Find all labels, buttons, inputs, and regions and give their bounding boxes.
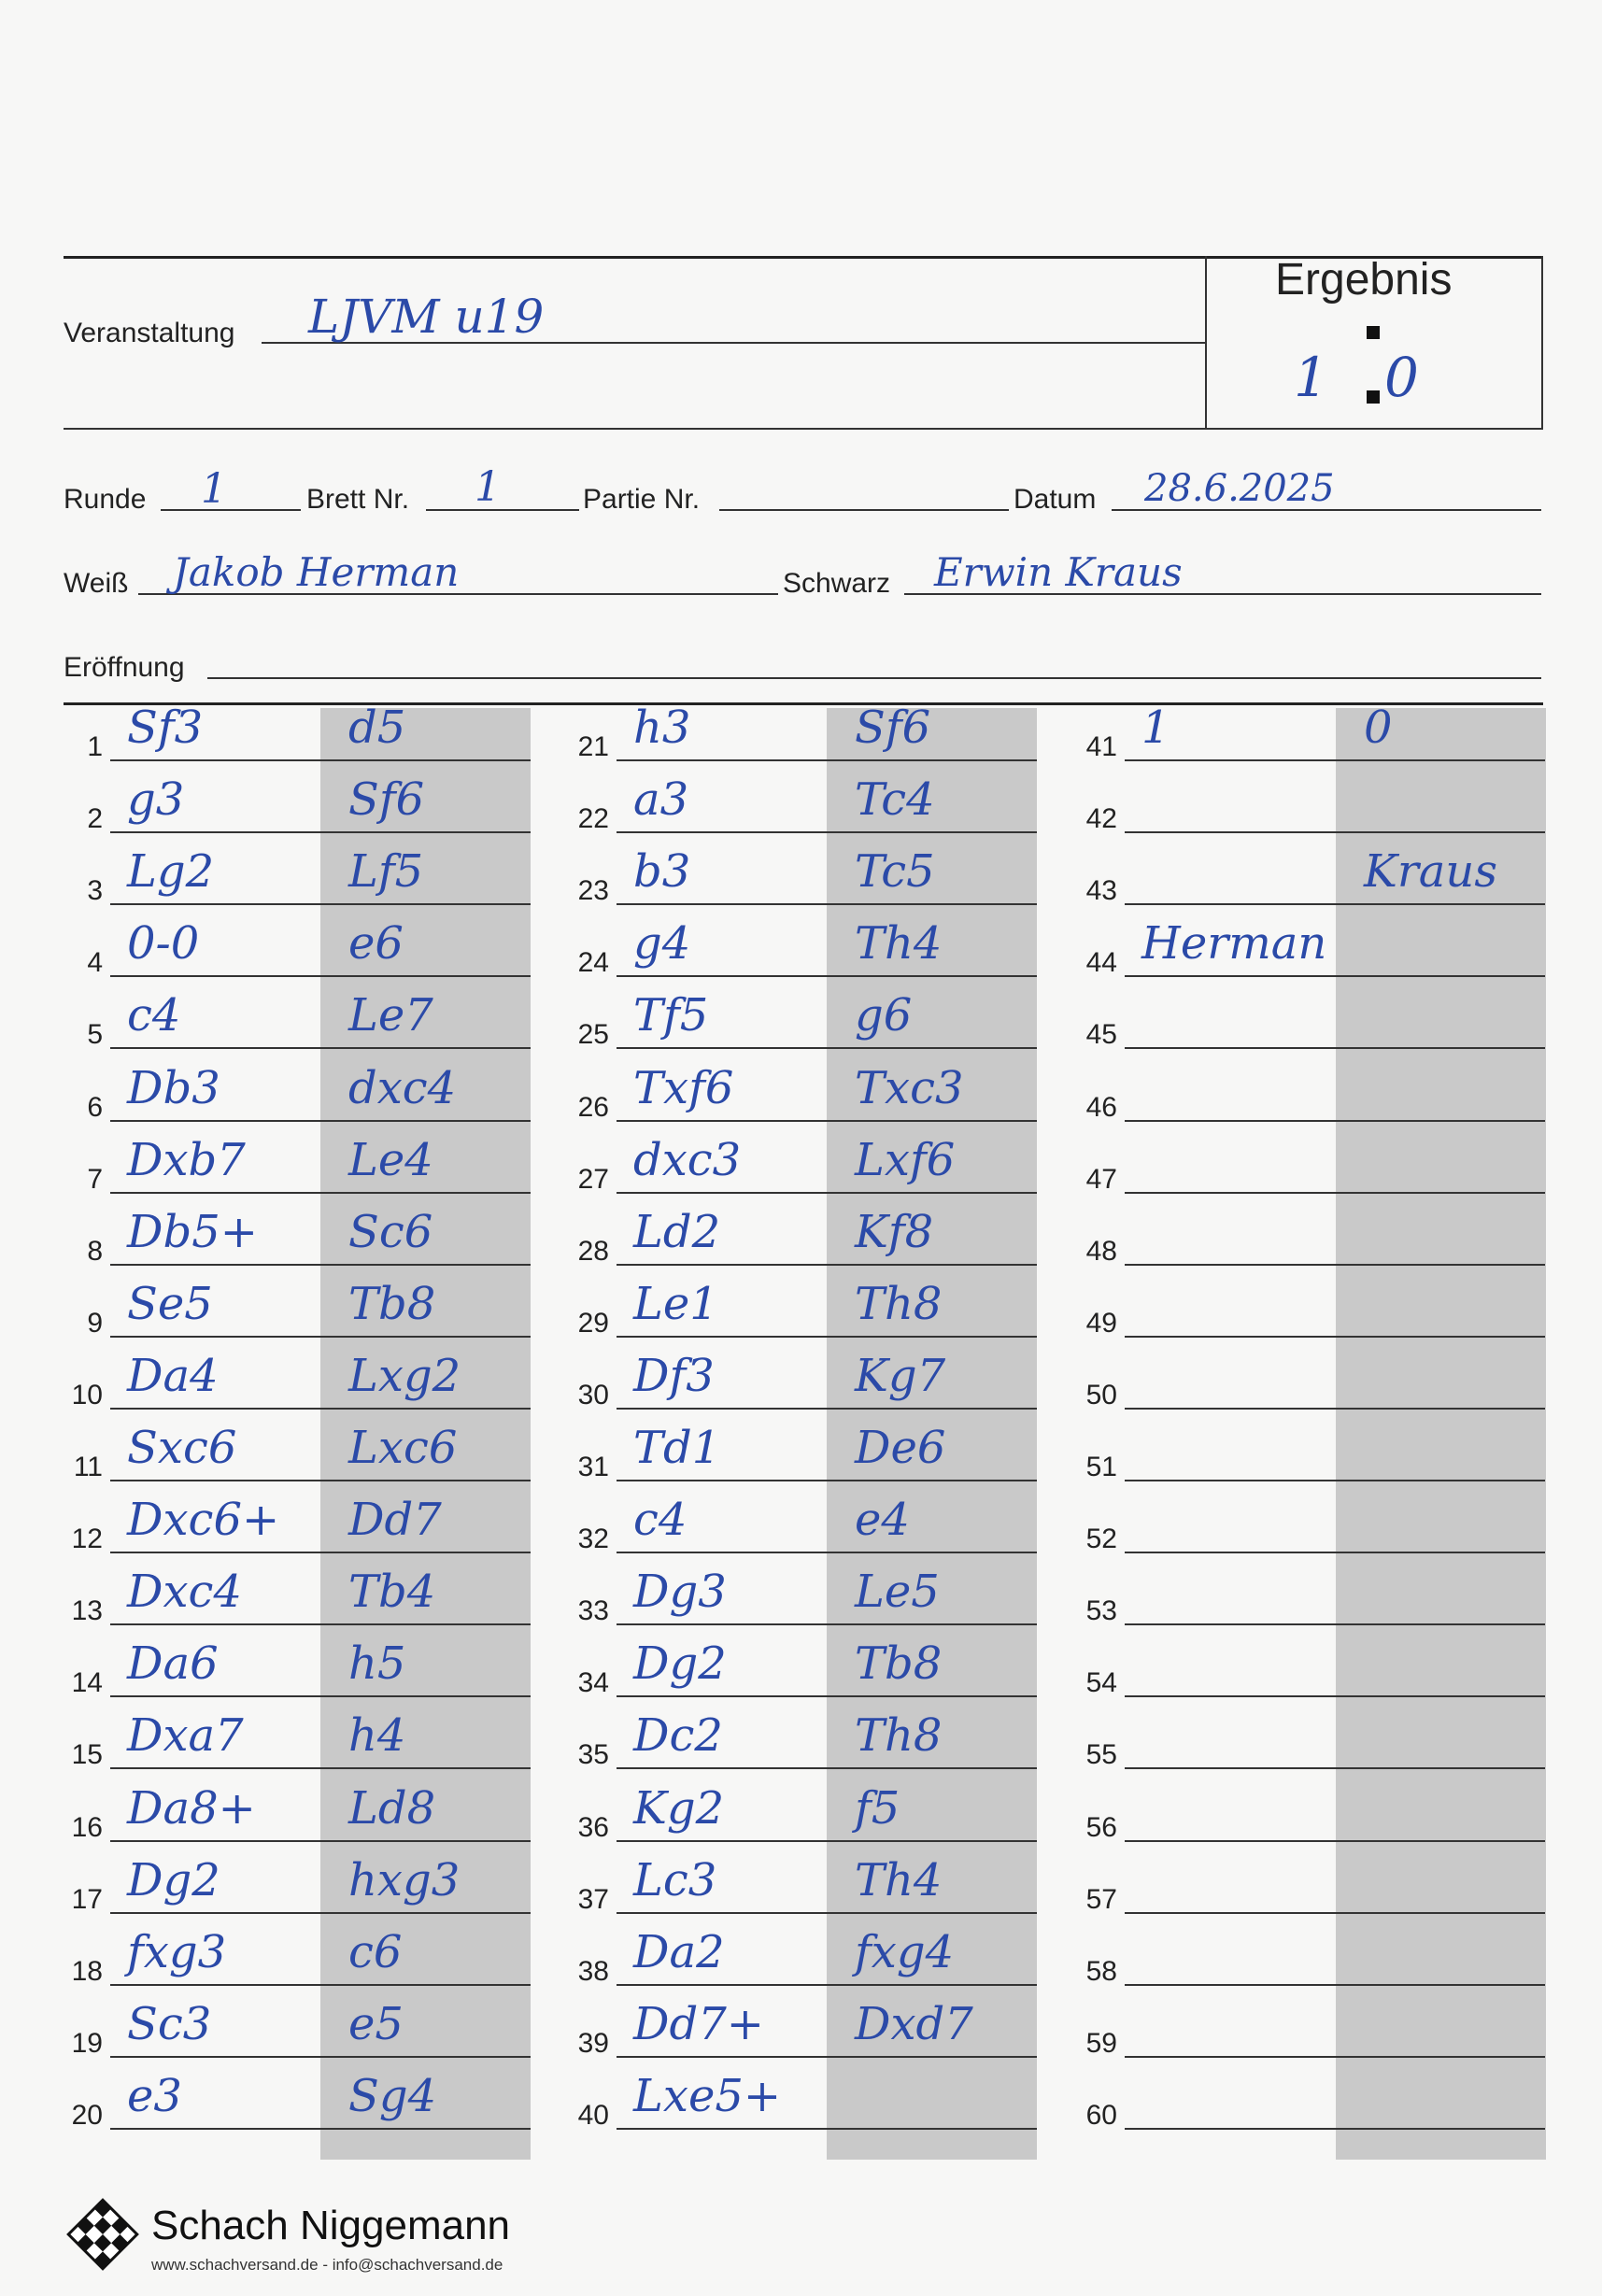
black-move: Th8 bbox=[855, 1277, 943, 1330]
move-number: 3 bbox=[87, 875, 103, 907]
black-move: De6 bbox=[855, 1422, 946, 1474]
move-number: 4 bbox=[87, 947, 103, 979]
white-move: Kg2 bbox=[633, 1781, 725, 1835]
white-move: Herman bbox=[1141, 917, 1327, 971]
move-line bbox=[1125, 759, 1545, 761]
move-line bbox=[617, 1480, 1037, 1481]
move-number: 24 bbox=[577, 947, 609, 979]
move-number: 12 bbox=[71, 1524, 103, 1555]
result-black-value: 0 bbox=[1384, 346, 1419, 409]
black-move: Sf6 bbox=[855, 702, 931, 754]
white-move: Txf6 bbox=[633, 1061, 734, 1114]
white-move: Da2 bbox=[633, 1925, 725, 1978]
move-number: 11 bbox=[73, 1452, 103, 1482]
move-number: 29 bbox=[577, 1307, 609, 1339]
move-line bbox=[1125, 831, 1545, 833]
move-number: 37 bbox=[577, 1883, 609, 1915]
white-move: Dxc4 bbox=[127, 1566, 242, 1619]
black-move: Sg4 bbox=[348, 2069, 437, 2122]
move-number: 8 bbox=[87, 1235, 103, 1267]
move-line bbox=[617, 1047, 1037, 1049]
move-line bbox=[1125, 1695, 1545, 1697]
black-move: Sc6 bbox=[348, 1205, 433, 1258]
white-move: c4 bbox=[127, 989, 181, 1042]
move-line bbox=[110, 1264, 531, 1266]
white-move: Dxb7 bbox=[127, 1133, 246, 1186]
black-move: Th4 bbox=[855, 1853, 943, 1906]
white-move: Da6 bbox=[127, 1637, 219, 1691]
white-move: fxg3 bbox=[127, 1925, 227, 1978]
move-line bbox=[1125, 1192, 1545, 1194]
move-line bbox=[110, 1984, 531, 1986]
move-number: 33 bbox=[577, 1595, 609, 1627]
move-number: 45 bbox=[1085, 1019, 1117, 1051]
black-move: Dd7 bbox=[348, 1494, 442, 1547]
move-line bbox=[110, 1120, 531, 1122]
move-number: 39 bbox=[577, 2027, 609, 2059]
white-move: Da4 bbox=[127, 1349, 219, 1402]
black-move: h4 bbox=[348, 1709, 406, 1763]
opening-line bbox=[207, 677, 1541, 679]
move-line bbox=[110, 1767, 531, 1769]
move-number: 30 bbox=[577, 1379, 609, 1410]
move-number: 44 bbox=[1085, 947, 1117, 979]
move-line bbox=[110, 1695, 531, 1697]
white-move: Da8+ bbox=[127, 1781, 256, 1835]
move-line bbox=[617, 1408, 1037, 1410]
white-move: Le1 bbox=[633, 1277, 718, 1330]
move-number: 22 bbox=[577, 803, 609, 835]
move-line bbox=[617, 1552, 1037, 1553]
move-line bbox=[617, 903, 1037, 905]
black-move: Dxd7 bbox=[855, 1997, 973, 2050]
white-move: Tf5 bbox=[633, 989, 709, 1042]
move-line bbox=[110, 1408, 531, 1410]
black-move: f5 bbox=[855, 1781, 900, 1835]
white-move: a3 bbox=[633, 773, 689, 827]
white-move: g3 bbox=[127, 773, 185, 827]
move-number: 9 bbox=[87, 1307, 103, 1339]
move-number: 17 bbox=[71, 1883, 103, 1915]
black-move: e6 bbox=[348, 917, 404, 971]
move-number: 34 bbox=[577, 1667, 609, 1699]
white-move: Db5+ bbox=[127, 1205, 258, 1258]
move-number: 58 bbox=[1085, 1955, 1117, 1987]
white-move: 0-0 bbox=[127, 917, 200, 971]
black-label: Schwarz bbox=[783, 568, 891, 599]
move-line bbox=[617, 759, 1037, 761]
move-line bbox=[617, 831, 1037, 833]
move-number: 38 bbox=[577, 1955, 609, 1987]
board-line bbox=[426, 509, 579, 511]
move-line bbox=[617, 1623, 1037, 1625]
move-line bbox=[1125, 1552, 1545, 1553]
white-move: Dg3 bbox=[633, 1566, 727, 1619]
move-number: 19 bbox=[71, 2027, 103, 2059]
white-move: Dxa7 bbox=[127, 1709, 244, 1763]
white-move: Se5 bbox=[127, 1277, 213, 1330]
move-line bbox=[617, 1984, 1037, 1986]
move-line bbox=[1125, 1767, 1545, 1769]
move-number: 32 bbox=[577, 1524, 609, 1555]
move-number: 47 bbox=[1085, 1163, 1117, 1195]
black-move: Lxg2 bbox=[348, 1349, 461, 1402]
move-number: 41 bbox=[1085, 731, 1117, 762]
result-dot-top bbox=[1367, 326, 1380, 339]
white-move: Sxc6 bbox=[127, 1422, 237, 1474]
white-move: c4 bbox=[633, 1494, 688, 1547]
black-move: e4 bbox=[855, 1494, 910, 1547]
result-label: Ergebnis bbox=[1275, 255, 1453, 305]
game-label: Partie Nr. bbox=[583, 484, 701, 515]
result-box-right bbox=[1541, 256, 1543, 430]
move-line bbox=[110, 1552, 531, 1553]
black-value: Erwin Kraus bbox=[934, 549, 1183, 595]
white-move: Db3 bbox=[127, 1061, 220, 1114]
white-move: Lc3 bbox=[633, 1853, 717, 1906]
move-number: 27 bbox=[577, 1163, 609, 1195]
black-move: Tb4 bbox=[348, 1566, 436, 1619]
move-number: 16 bbox=[71, 1811, 103, 1843]
black-move: Tb8 bbox=[855, 1637, 943, 1691]
white-move: dxc3 bbox=[633, 1133, 742, 1186]
move-number: 56 bbox=[1085, 1811, 1117, 1843]
move-number: 57 bbox=[1085, 1883, 1117, 1915]
black-move: Kf8 bbox=[855, 1205, 934, 1258]
black-move-column-shade bbox=[1336, 708, 1546, 2160]
move-number: 48 bbox=[1085, 1235, 1117, 1267]
black-move: dxc4 bbox=[348, 1061, 457, 1114]
move-number: 23 bbox=[577, 875, 609, 907]
move-line bbox=[617, 2128, 1037, 2130]
move-line bbox=[110, 1480, 531, 1481]
white-move: 1 bbox=[1141, 702, 1170, 754]
move-number: 55 bbox=[1085, 1739, 1117, 1771]
move-number: 21 bbox=[577, 731, 609, 762]
move-line bbox=[110, 1192, 531, 1194]
move-line bbox=[110, 1912, 531, 1914]
result-dot-bottom bbox=[1367, 390, 1380, 404]
move-line bbox=[617, 1120, 1037, 1122]
black-move: 0 bbox=[1364, 702, 1393, 754]
move-line bbox=[617, 1264, 1037, 1266]
black-move: c6 bbox=[348, 1925, 403, 1978]
moves-top-rule bbox=[64, 702, 1543, 705]
black-move: Sf6 bbox=[348, 773, 425, 827]
move-line bbox=[617, 1840, 1037, 1842]
black-move: Tc4 bbox=[855, 773, 935, 827]
move-number: 50 bbox=[1085, 1379, 1117, 1410]
result-white-value: 1 bbox=[1294, 346, 1328, 409]
white-label: Weiß bbox=[64, 568, 129, 599]
move-number: 26 bbox=[577, 1091, 609, 1123]
event-value: LJVM u19 bbox=[308, 290, 545, 344]
move-line bbox=[1125, 1480, 1545, 1481]
move-line bbox=[110, 975, 531, 977]
opening-label: Eröffnung bbox=[64, 652, 185, 683]
black-move: Kraus bbox=[1364, 845, 1497, 899]
move-line bbox=[110, 2128, 531, 2130]
move-line bbox=[1125, 1120, 1545, 1122]
move-line bbox=[1125, 1408, 1545, 1410]
move-line bbox=[1125, 1264, 1545, 1266]
move-line bbox=[1125, 1984, 1545, 1986]
move-line bbox=[1125, 903, 1545, 905]
black-move: Le7 bbox=[348, 989, 433, 1042]
white-move: Df3 bbox=[633, 1349, 715, 1402]
black-move: d5 bbox=[348, 702, 406, 754]
move-line bbox=[1125, 1336, 1545, 1338]
move-number: 2 bbox=[87, 803, 103, 835]
brand-contact: www.schachversand.de - info@schachversand.de bbox=[151, 2256, 503, 2274]
black-move: e5 bbox=[348, 1997, 404, 2050]
black-move: Tb8 bbox=[348, 1277, 436, 1330]
white-move: Sf3 bbox=[127, 702, 204, 754]
move-number: 28 bbox=[577, 1235, 609, 1267]
date-value: 28.6.2025 bbox=[1144, 467, 1335, 510]
black-move: Lxf6 bbox=[855, 1133, 956, 1186]
board-value: 1 bbox=[475, 463, 501, 511]
move-line bbox=[110, 1047, 531, 1049]
move-line bbox=[1125, 1047, 1545, 1049]
black-move: g6 bbox=[855, 989, 913, 1042]
move-line bbox=[1125, 2128, 1545, 2130]
move-number: 59 bbox=[1085, 2027, 1117, 2059]
result-box-divider bbox=[1205, 256, 1207, 430]
black-move: Lxc6 bbox=[348, 1422, 458, 1474]
move-line bbox=[617, 1767, 1037, 1769]
white-move: Dxc6+ bbox=[127, 1494, 280, 1547]
black-move: Le5 bbox=[855, 1566, 940, 1619]
round-line bbox=[161, 509, 301, 511]
game-line bbox=[719, 509, 1009, 511]
date-label: Datum bbox=[1014, 484, 1097, 515]
move-line bbox=[1125, 2056, 1545, 2058]
move-line bbox=[1125, 1623, 1545, 1625]
move-line bbox=[617, 2056, 1037, 2058]
move-number: 10 bbox=[71, 1379, 103, 1410]
white-move: Dg2 bbox=[633, 1637, 727, 1691]
move-number: 15 bbox=[71, 1739, 103, 1771]
black-move: Th4 bbox=[855, 917, 943, 971]
white-move: Dg2 bbox=[127, 1853, 220, 1906]
move-line bbox=[110, 1623, 531, 1625]
black-move: hxg3 bbox=[348, 1853, 461, 1906]
move-number: 25 bbox=[577, 1019, 609, 1051]
move-line bbox=[1125, 975, 1545, 977]
white-move: e3 bbox=[127, 2069, 182, 2122]
move-line bbox=[617, 1192, 1037, 1194]
move-line bbox=[1125, 1840, 1545, 1842]
move-number: 60 bbox=[1085, 2099, 1117, 2131]
move-line bbox=[617, 1695, 1037, 1697]
black-move: Lf5 bbox=[348, 845, 424, 899]
white-move: h3 bbox=[633, 702, 691, 754]
move-number: 18 bbox=[71, 1955, 103, 1987]
move-number: 5 bbox=[87, 1019, 103, 1051]
white-move: g4 bbox=[633, 917, 691, 971]
move-line bbox=[110, 1840, 531, 1842]
move-line bbox=[617, 1336, 1037, 1338]
move-number: 46 bbox=[1085, 1091, 1117, 1123]
move-number: 43 bbox=[1085, 875, 1117, 907]
move-number: 40 bbox=[577, 2099, 609, 2131]
move-line bbox=[617, 1912, 1037, 1914]
move-line bbox=[617, 975, 1037, 977]
white-move: Lxe5+ bbox=[633, 2069, 782, 2122]
chess-board-icon bbox=[65, 2197, 140, 2272]
black-move: Th8 bbox=[855, 1709, 943, 1763]
move-line bbox=[110, 2056, 531, 2058]
black-move: h5 bbox=[348, 1637, 406, 1691]
move-number: 13 bbox=[71, 1595, 103, 1627]
round-label: Runde bbox=[64, 484, 147, 515]
move-number: 20 bbox=[71, 2099, 103, 2131]
white-move: Dc2 bbox=[633, 1709, 723, 1763]
brand-name: Schach Niggemann bbox=[151, 2203, 511, 2248]
black-move: Le4 bbox=[348, 1133, 433, 1186]
white-move: Sc3 bbox=[127, 1997, 212, 2050]
move-number: 31 bbox=[577, 1452, 609, 1482]
board-label: Brett Nr. bbox=[306, 484, 410, 515]
black-move: fxg4 bbox=[855, 1925, 955, 1978]
event-bottom-rule bbox=[64, 428, 1543, 430]
round-value: 1 bbox=[201, 465, 227, 513]
white-move: b3 bbox=[633, 845, 691, 899]
black-move: Kg7 bbox=[855, 1349, 946, 1402]
move-number: 49 bbox=[1085, 1307, 1117, 1339]
move-number: 54 bbox=[1085, 1667, 1117, 1699]
move-number: 53 bbox=[1085, 1595, 1117, 1627]
move-line bbox=[110, 759, 531, 761]
move-line bbox=[110, 831, 531, 833]
white-move: Lg2 bbox=[127, 845, 215, 899]
move-line bbox=[110, 1336, 531, 1338]
black-move: Tc5 bbox=[855, 845, 935, 899]
move-line bbox=[110, 903, 531, 905]
white-move: Dd7+ bbox=[633, 1997, 764, 2050]
move-number: 35 bbox=[577, 1739, 609, 1771]
move-number: 42 bbox=[1085, 803, 1117, 835]
move-number: 6 bbox=[87, 1091, 103, 1123]
black-move: Txc3 bbox=[855, 1061, 964, 1114]
move-number: 1 bbox=[87, 731, 103, 762]
black-move: Ld8 bbox=[348, 1781, 436, 1835]
event-label: Veranstaltung bbox=[64, 318, 235, 348]
move-number: 14 bbox=[71, 1667, 103, 1699]
move-number: 52 bbox=[1085, 1524, 1117, 1555]
white-move: Ld2 bbox=[633, 1205, 721, 1258]
move-line bbox=[1125, 1912, 1545, 1914]
move-number: 36 bbox=[577, 1811, 609, 1843]
move-number: 7 bbox=[87, 1163, 103, 1195]
white-value: Jakob Herman bbox=[173, 549, 460, 595]
white-move: Td1 bbox=[633, 1422, 721, 1474]
move-number: 51 bbox=[1085, 1452, 1117, 1482]
